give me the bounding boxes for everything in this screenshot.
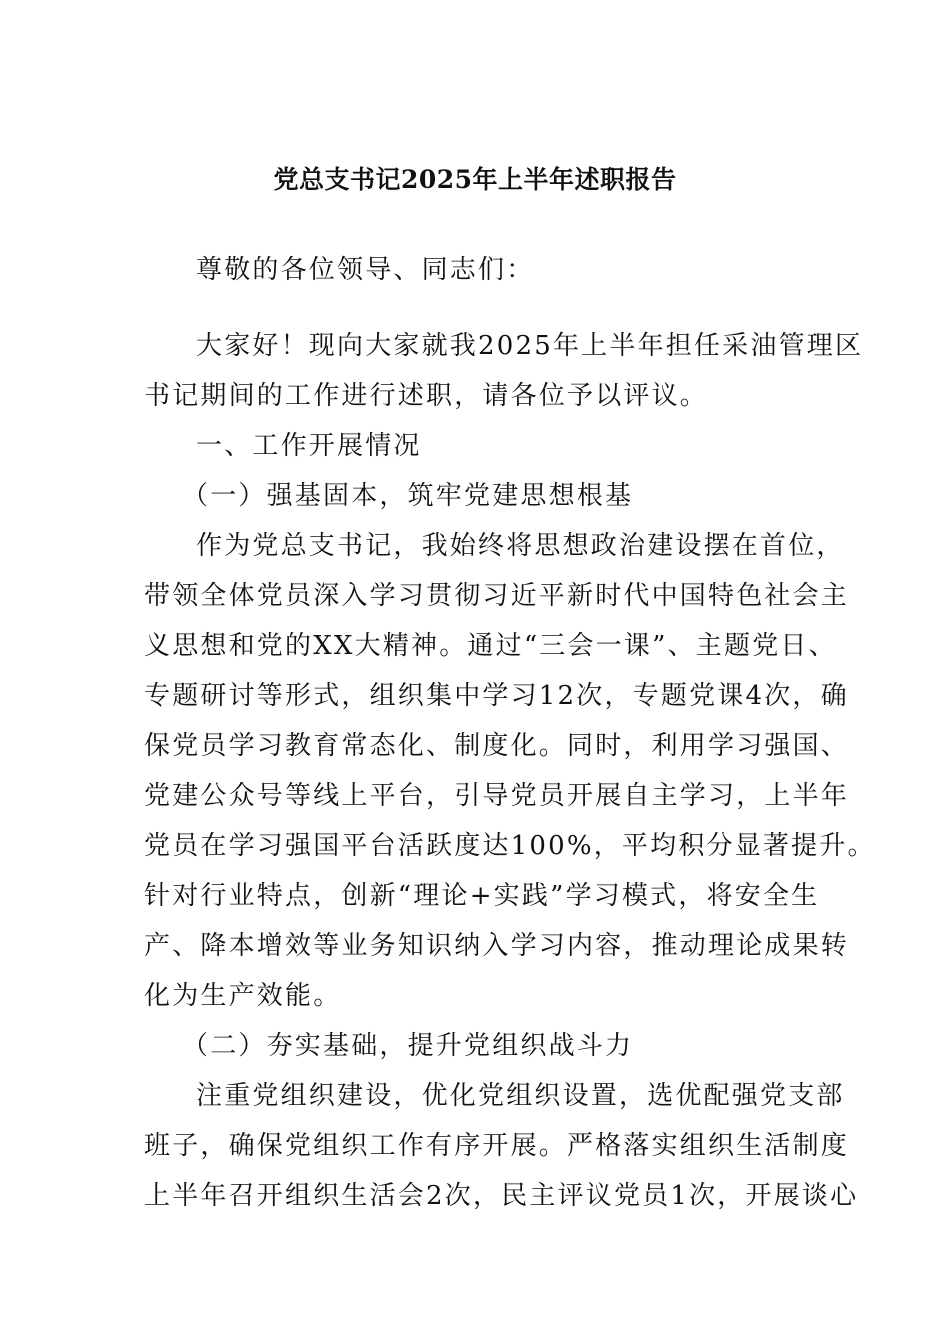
body-line: 上半年召开组织生活会2次，民主评议党员1次，开展谈心: [144, 1181, 859, 1211]
body-line: 书记期间的工作进行述职，请各位予以评议。: [144, 381, 709, 411]
body-line: 班子，确保党组织工作有序开展。严格落实组织生活制度: [144, 1131, 850, 1161]
body-line: 义思想和党的XX大精神。通过“三会一课”、主题党日、: [144, 631, 837, 661]
body-line: 大家好！现向大家就我2025年上半年担任采油管理区: [196, 331, 864, 361]
body-line: 保党员学习教育常态化、制度化。同时，利用学习强国、: [144, 731, 850, 761]
salutation-line: 尊敬的各位领导、同志们：: [196, 255, 535, 285]
body-line: 党员在学习强国平台活跃度达100%，平均积分显著提升。: [144, 831, 876, 861]
subsection-heading: （一）强基固本，筑牢党建思想根基: [182, 481, 634, 511]
document-title: 党总支书记2025年上半年述职报告: [273, 165, 677, 194]
body-line: 化为生产效能。: [144, 981, 342, 1011]
body-line: 带领全体党员深入学习贯彻习近平新时代中国特色社会主: [144, 581, 850, 611]
subsection-heading: （二）夯实基础，提升党组织战斗力: [182, 1031, 634, 1061]
body-line: 注重党组织建设，优化党组织设置，选优配强党支部: [196, 1081, 845, 1111]
section-heading: 一、工作开展情况: [196, 431, 422, 461]
body-line: 作为党总支书记，我始终将思想政治建设摆在首位，: [196, 531, 845, 561]
body-line: 产、降本增效等业务知识纳入学习内容，推动理论成果转: [144, 931, 850, 961]
body-line: 针对行业特点，创新“理论+实践”学习模式，将安全生: [144, 881, 820, 911]
body-line: 党建公众号等线上平台，引导党员开展自主学习，上半年: [144, 781, 850, 811]
body-line: 专题研讨等形式，组织集中学习12次，专题党课4次，确: [144, 681, 849, 711]
